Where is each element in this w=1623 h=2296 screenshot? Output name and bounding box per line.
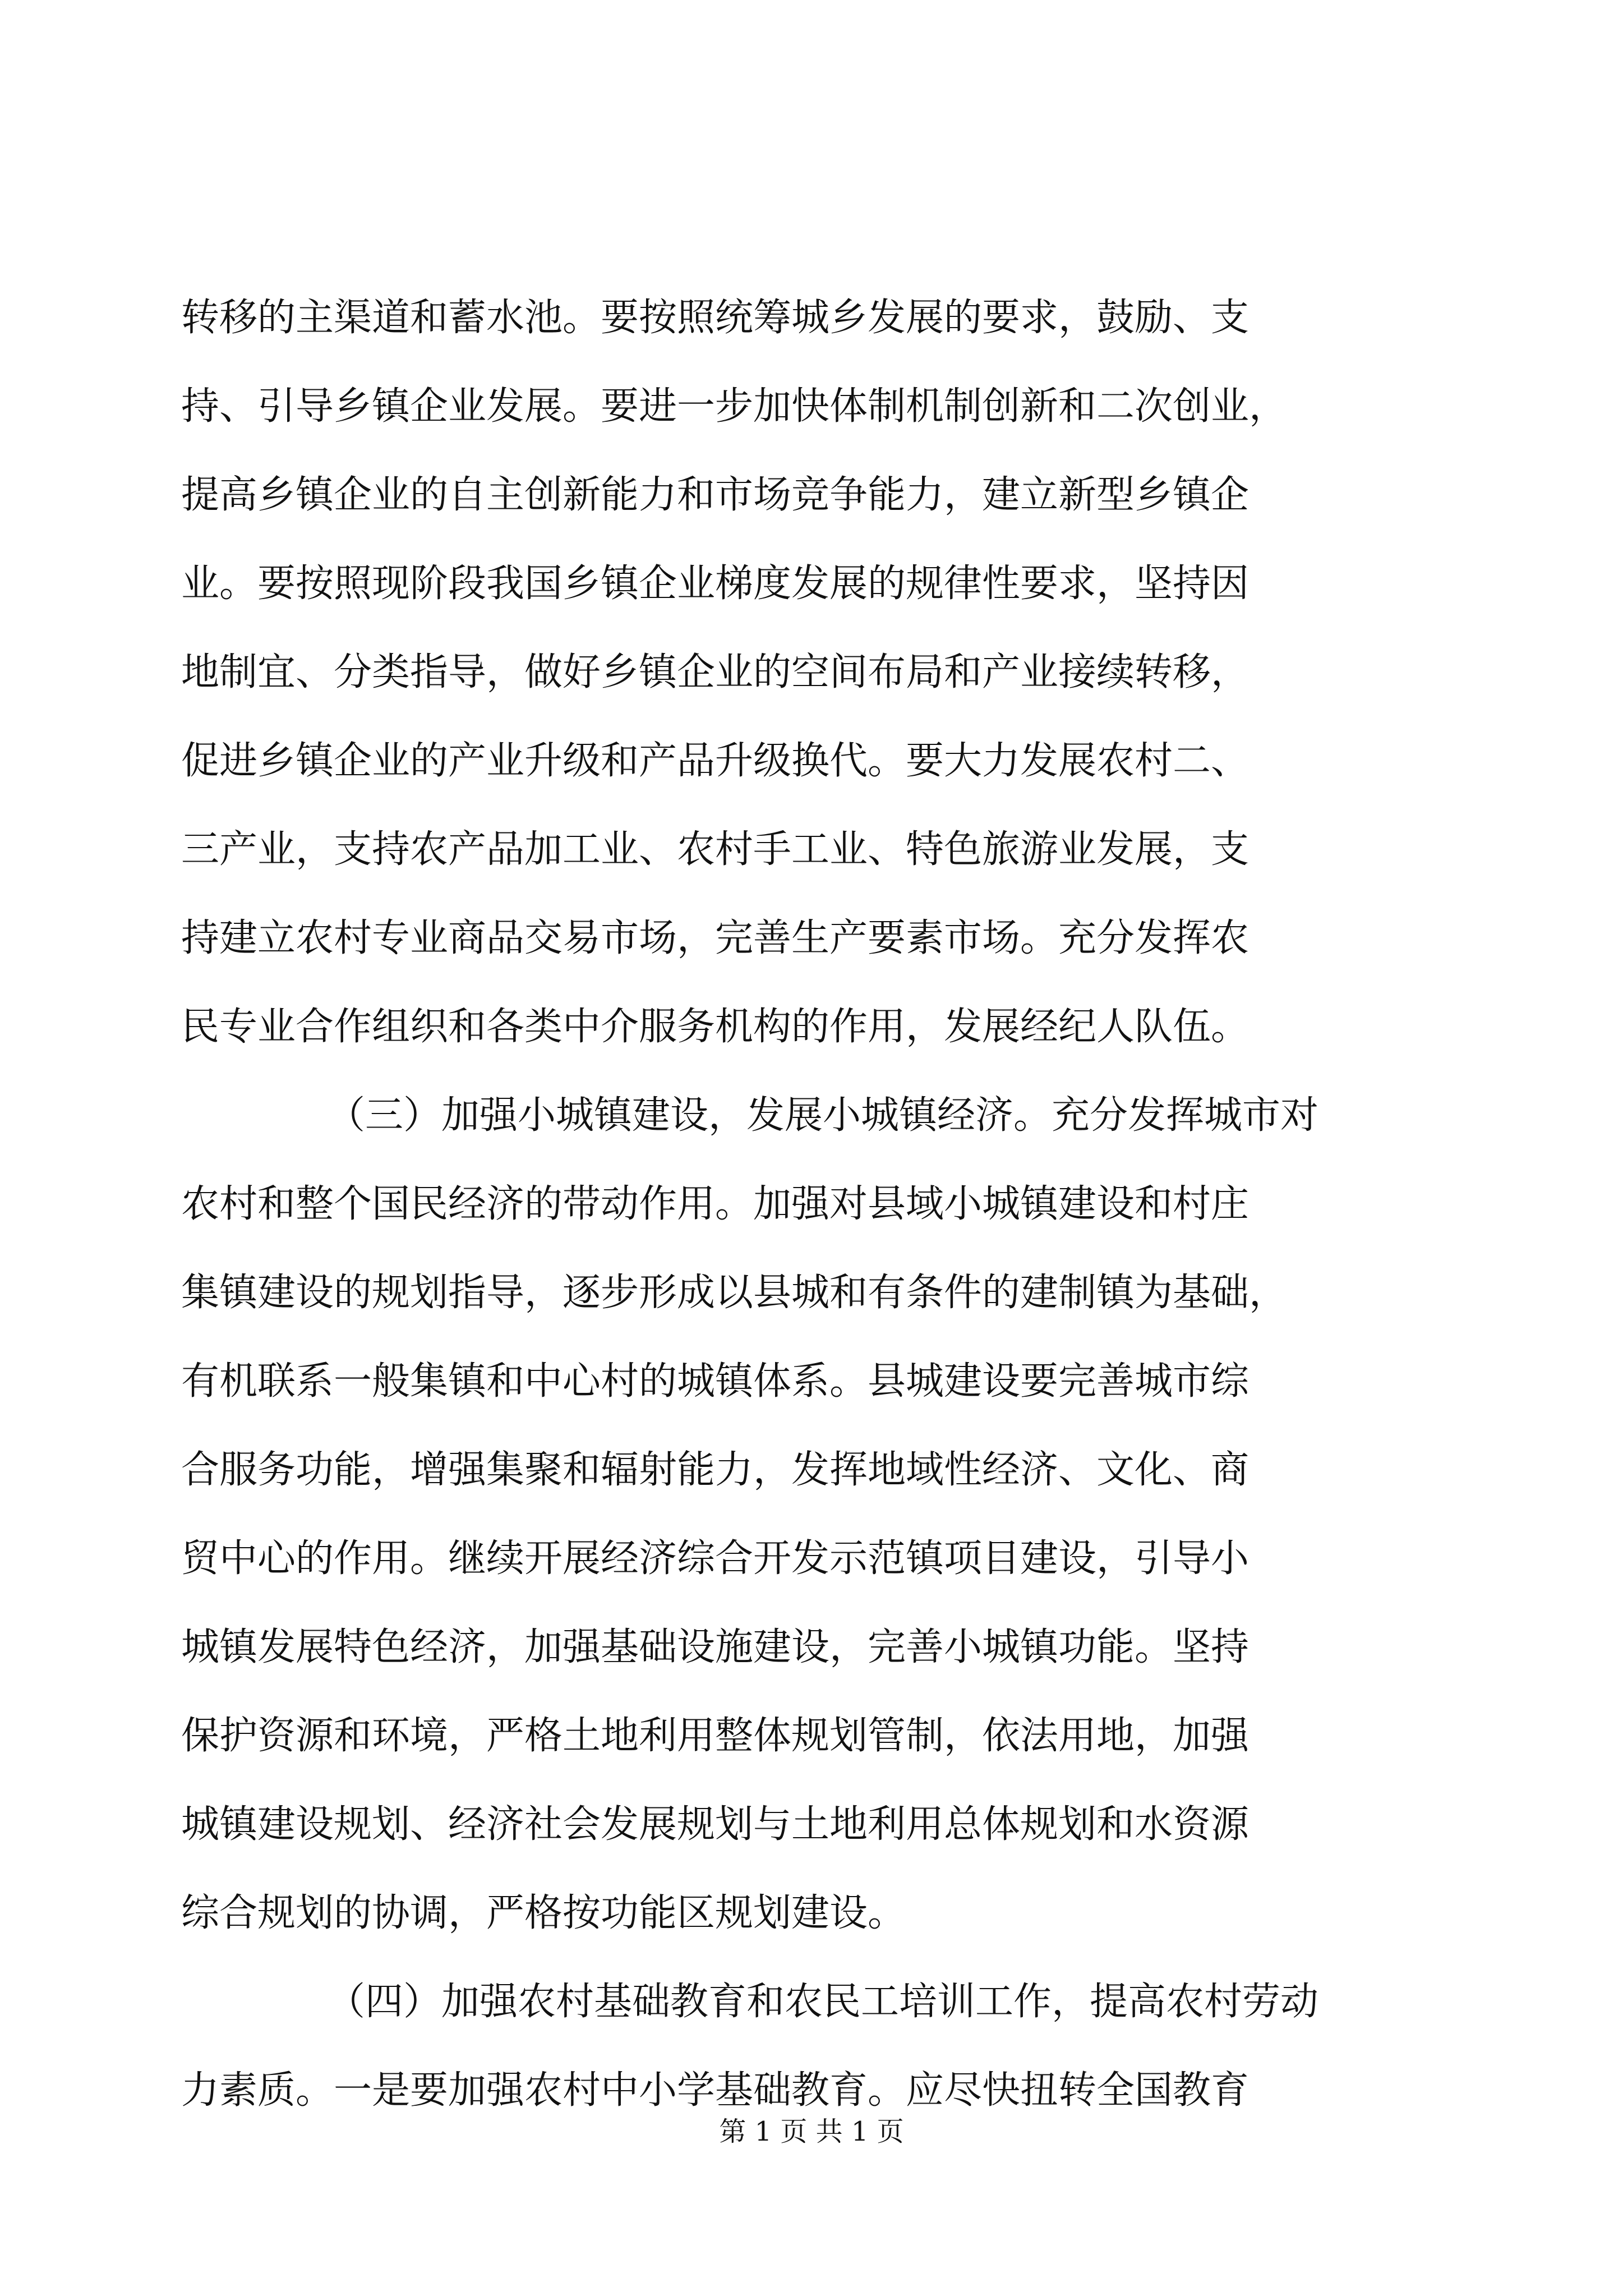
text-line: 三产业，支持农产品加工业、农村手工业、特色旅游业发展，支: [181, 827, 1249, 872]
text-line: 保护资源和环境，严格土地利用整体规划管制，依法用地，加强: [181, 1714, 1249, 1758]
text-line: 提高乡镇企业的自主创新能力和市场竞争能力，建立新型乡镇企: [181, 473, 1249, 517]
text-line: 有机联系一般集镇和中心村的城镇体系。县城建设要完善城市综: [181, 1359, 1249, 1404]
text-line: 转移的主渠道和蓄水池。要按照统筹城乡发展的要求，鼓励、支: [181, 296, 1249, 340]
text-line: 民专业合作组织和各类中介服务机构的作用，发展经纪人队伍。: [181, 1005, 1249, 1049]
text-line: 城镇发展特色经济，加强基础设施建设，完善小城镇功能。坚持: [181, 1625, 1249, 1669]
document-body: [181, 274, 1443, 2135]
text-line: 业。要按照现阶段我国乡镇企业梯度发展的规律性要求，坚持因: [181, 562, 1249, 606]
text-line: 农村和整个国民经济的带动作用。加强对县域小城镇建设和村庄: [181, 1182, 1249, 1226]
text-line: 地制宜、分类指导，做好乡镇企业的空间布局和产业接续转移，: [181, 650, 1249, 694]
text-line: 城镇建设规划、经济社会发展规划与土地利用总体规划和水资源: [181, 1802, 1249, 1847]
text-line: 持、引导乡镇企业发展。要进一步加快体制机制创新和二次创业，: [181, 384, 1288, 429]
text-line: 贸中心的作用。继续开展经济综合开发示范镇项目建设，引导小: [181, 1536, 1249, 1581]
text-line: 持建立农村专业商品交易市场，完善生产要素市场。充分发挥农: [181, 916, 1249, 960]
page-number-footer: 第 1 页 共 1 页: [719, 2116, 904, 2147]
text-line: 综合规划的协调，严格按功能区规划建设。: [181, 1891, 906, 1935]
text-line: 力素质。一是要加强农村中小学基础教育。应尽快扭转全国教育: [181, 2068, 1249, 2113]
paragraph-start-line: （三）加强小城镇建设，发展小城镇经济。充分发挥城市对: [327, 1093, 1319, 1138]
text-line: 集镇建设的规划指导，逐步形成以县城和有条件的建制镇为基础，: [181, 1271, 1288, 1315]
paragraph-start-line: （四）加强农村基础教育和农民工培训工作，提高农村劳动: [327, 1980, 1319, 2024]
text-line: 合服务功能，增强集聚和辐射能力，发挥地域性经济、文化、商: [181, 1448, 1249, 1492]
text-line: 促进乡镇企业的产业升级和产品升级换代。要大力发展农村二、: [181, 739, 1249, 783]
